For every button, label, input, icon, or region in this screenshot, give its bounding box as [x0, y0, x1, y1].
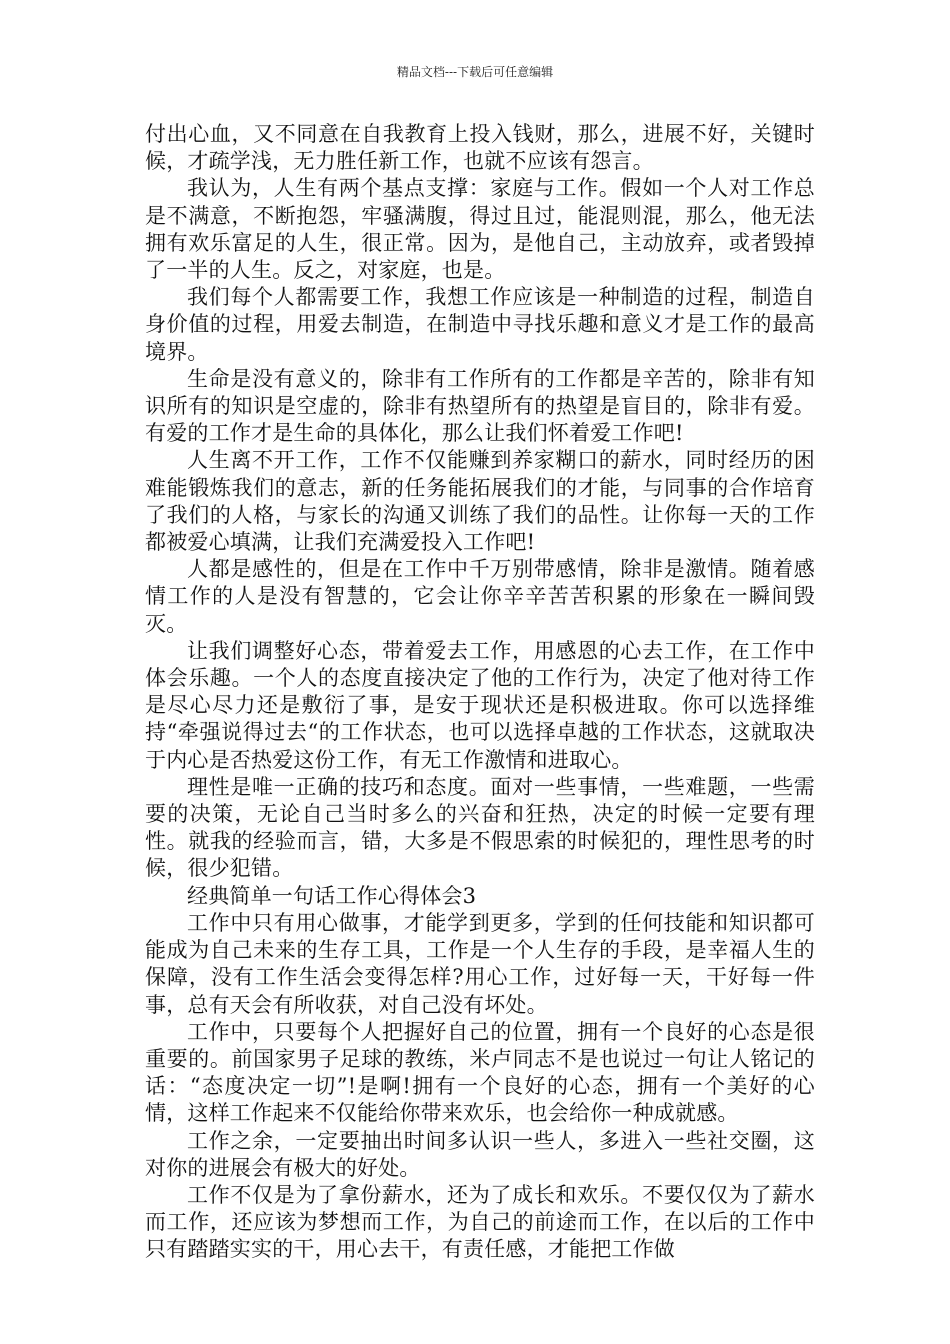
- paragraph: 人都是感性的，但是在工作中千万别带感情，除非是激情。随着感情工作的人是没有智慧的，它会让你辛辛苦苦积累的形象在一瞬间毁灭。: [145, 557, 815, 636]
- paragraph: 我们每个人都需要工作，我想工作应该是一种制造的过程，制造自身价值的过程，用爱去制造，在制造中寻找乐趣和意义才是工作的最高境界。: [145, 285, 815, 364]
- document-body: [145, 121, 815, 1264]
- paragraph: 让我们调整好心态，带着爱去工作，用感恩的心去工作，在工作中体会乐趣。一个人的态度直接决定了他的工作行为，决定了他对待工作是尽心尽力还是敷衍了事，是安于现状还是积极进取。你可以选择维持“牵强说得过去“的工作状态，也可以选择卓越的工作状态，这就取决于内心是否热爱这份工作，有无工作激情和进取心。: [145, 638, 815, 772]
- paragraph: 工作之余，一定要抽出时间多认识一些人，多进入一些社交圈，这对你的进展会有极大的好处。: [145, 1128, 815, 1180]
- paragraph: 付出心血，又不同意在自我教育上投入钱财，那么，进展不好，关键时候，才疏学浅，无力胜任新工作，也就不应该有怨言。: [145, 122, 815, 174]
- paragraph: 工作不仅是为了拿份薪水，还为了成长和欢乐。不要仅仅为了薪水而工作，还应该为梦想而工作，为自己的前途而工作，在以后的工作中只有踏踏实实的干，用心去干，有责任感，才能把工作做: [145, 1182, 815, 1262]
- paragraph: 我认为，人生有两个基点支撑：家庭与工作。假如一个人对工作总是不满意，不断抱怨，牢骚满腹，得过且过，能混则混，那么，他无法拥有欢乐富足的人生，很正常。因为，是他自己，主动放弃，或者毁掉了一半的人生。反之，对家庭，也是。: [145, 176, 815, 283]
- paragraph: 人生离不开工作，工作不仅能赚到养家糊口的薪水，同时经历的困难能锻炼我们的意志，新的任务能拓展我们的才能，与同事的合作培育了我们的人格，与家长的沟通又训练了我们的品性。让你每一天的工作都被爱心填满，让我们充满爱投入工作吧!: [145, 448, 815, 555]
- paragraph: 理性是唯一正确的技巧和态度。面对一些事情，一些难题，一些需要的决策，无论自己当时多么的兴奋和狂热，决定的时候一定要有理性。就我的经验而言，错，大多是不假思索的时候犯的，理性思考的时候，很少犯错。: [145, 774, 815, 881]
- page-header: 精品文档---下载后可任意编辑: [396, 65, 554, 79]
- paragraph: 生命是没有意义的，除非有工作所有的工作都是辛苦的，除非有知识所有的知识是空虚的，除非有热望所有的热望是盲目的，除非有爱。有爱的工作才是生命的具体化，那么让我们怀着爱工作吧!: [145, 366, 815, 446]
- paragraph: 工作中只有用心做事，才能学到更多，学到的任何技能和知识都可能成为自己未来的生存工具，工作是一个人生存的手段，是幸福人生的保障，没有工作生活会变得怎样?用心工作，过好每一天，干好每一件事，总有天会有所收获，对自己没有坏处。: [145, 910, 815, 1017]
- paragraph: 工作中，只要每个人把握好自己的位置，拥有一个良好的心态是很重要的。前国家男子足球的教练，米卢同志不是也说过一句让人铭记的话：“态度决定一切”!是啊!拥有一个良好的心态，拥有一个美好的心情，这样工作起来不仅能给你带来欢乐，也会给你一种成就感。: [145, 1019, 815, 1126]
- section-heading: 经典简单一句话工作心得体会3: [187, 883, 477, 908]
